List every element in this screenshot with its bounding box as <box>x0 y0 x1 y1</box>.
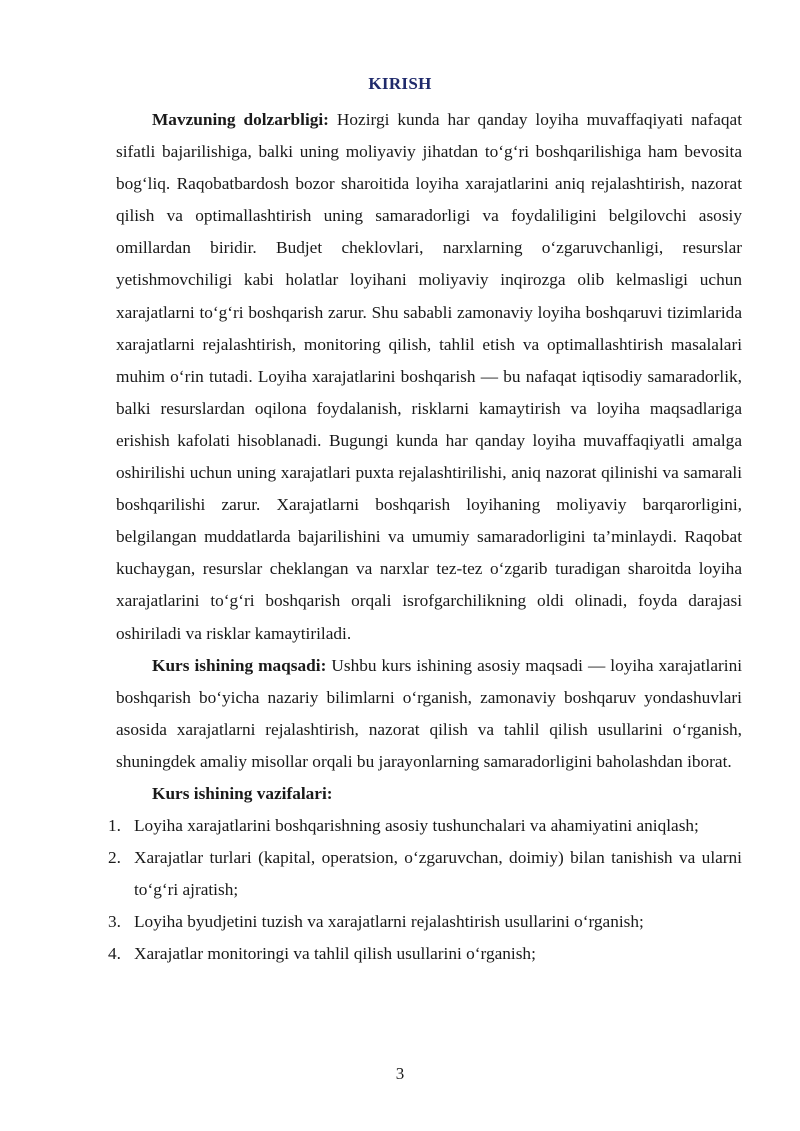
list-item <box>108 938 742 970</box>
page-number: 3 <box>395 1064 405 1083</box>
goal-label: Kurs ishining maqsadi: <box>152 655 327 675</box>
goal-text: Ushbu kurs ishining asosiy maqsadi — loyiha xarajatlarini boshqarish bo‘yicha nazariy bilimlarni o‘rganish, zamonaviy boshqaruv yondashuvlari asosida xarajatlarni rejalashtirish, nazorat qilish va tahlil qilish usullarini o‘rganish, shuningdek amaliy misollar orqali bu jarayonlarning samaradorligini baholashdan iborat. <box>116 655 743 771</box>
list-item-text: Xarajatlar turlari (kapital, operatsion, o‘zgaruvchan, doimiy) bilan tanishish va ularni to‘g‘ri ajratish; <box>134 848 742 900</box>
tasks-heading: Kurs ishining vazifalari: <box>152 783 333 803</box>
list-item-number: 3. <box>108 912 121 932</box>
list-item <box>108 842 742 906</box>
list-item <box>108 906 742 938</box>
relevance-label: Mavzuning dolzarbligi: <box>152 110 329 129</box>
list-item <box>108 810 742 842</box>
list-item-number: 2. <box>108 848 121 868</box>
list-item-number: 1. <box>108 816 121 836</box>
goal-paragraph <box>116 650 742 778</box>
list-item-text: Loyiha byudjetini tuzish va xarajatlarni rejalashtirish usullarini o‘rganish; <box>134 912 644 932</box>
document-body <box>108 104 743 971</box>
page-title: KIRISH <box>368 74 432 93</box>
list-item-number: 4. <box>108 944 121 964</box>
list-item-text: Xarajatlar monitoringi va tahlil qilish usullarini o‘rganish; <box>134 944 536 964</box>
relevance-text: Hozirgi kunda har qanday loyiha muvaffaqiyati nafaqat sifatli bajarilishiga, balki uning moliyaviy jihatdan to‘g‘ri boshqarilishiga ham bevosita bog‘liq. Raqobatbardosh bozor sharoitida loyiha xarajatlarini aniq rejalashtirish, nazorat qilish va optimallashtirish uning samaradorligi va foydaliligini belgilovchi asosiy omillardan biridir. Budjet cheklovlari, narxlarning o‘zgaruvchanligi, resurslar yetishmovchiligi kabi holatlar loyihani moliyaviy inqirozga olib kelmasligi uchun xarajatlarni to‘g‘ri boshqarish zarur. Shu sababli zamonaviy loyiha boshqaruvi tizimlarida xarajatlarni rejalashtirish, monitoring qilish, tahlil etish va optimallashtirish masalalari muhim o‘rin tutadi. Loyiha xarajatlarini boshqarish — bu nafaqat iqtisodiy samaradorlik, balki resurslardan oqilona foydalanish, risklarni kamaytirish va loyiha maqsadlariga erishish kafolati hisoblanadi. Bugungi kunda har qanday loyiha muvaffaqiyatli amalga oshirilishi uchun uning xarajatlari puxta rejalashtirilishi, aniq nazorat qilinishi va samarali boshqarilishi zarur. Xarajatlarni boshqarish loyihaning moliyaviy barqarorligini, belgilangan muddatlarda bajarilishini va umumiy samaradorligini ta’minlaydi. Raqobat kuchaygan, resurslar cheklangan va narxlar tez-tez o‘zgarib turadigan sharoitda loyiha xarajatlarini to‘g‘ri boshqarish orqali isrofgarchilikning oldi olinadi, foyda darajasi oshiriladi va risklar kamaytiriladi. <box>116 110 742 643</box>
list-item-text: Loyiha xarajatlarini boshqarishning asosiy tushunchalari va ahamiyatini aniqlash; <box>134 816 699 836</box>
tasks-list <box>108 810 742 970</box>
relevance-paragraph <box>116 104 742 650</box>
